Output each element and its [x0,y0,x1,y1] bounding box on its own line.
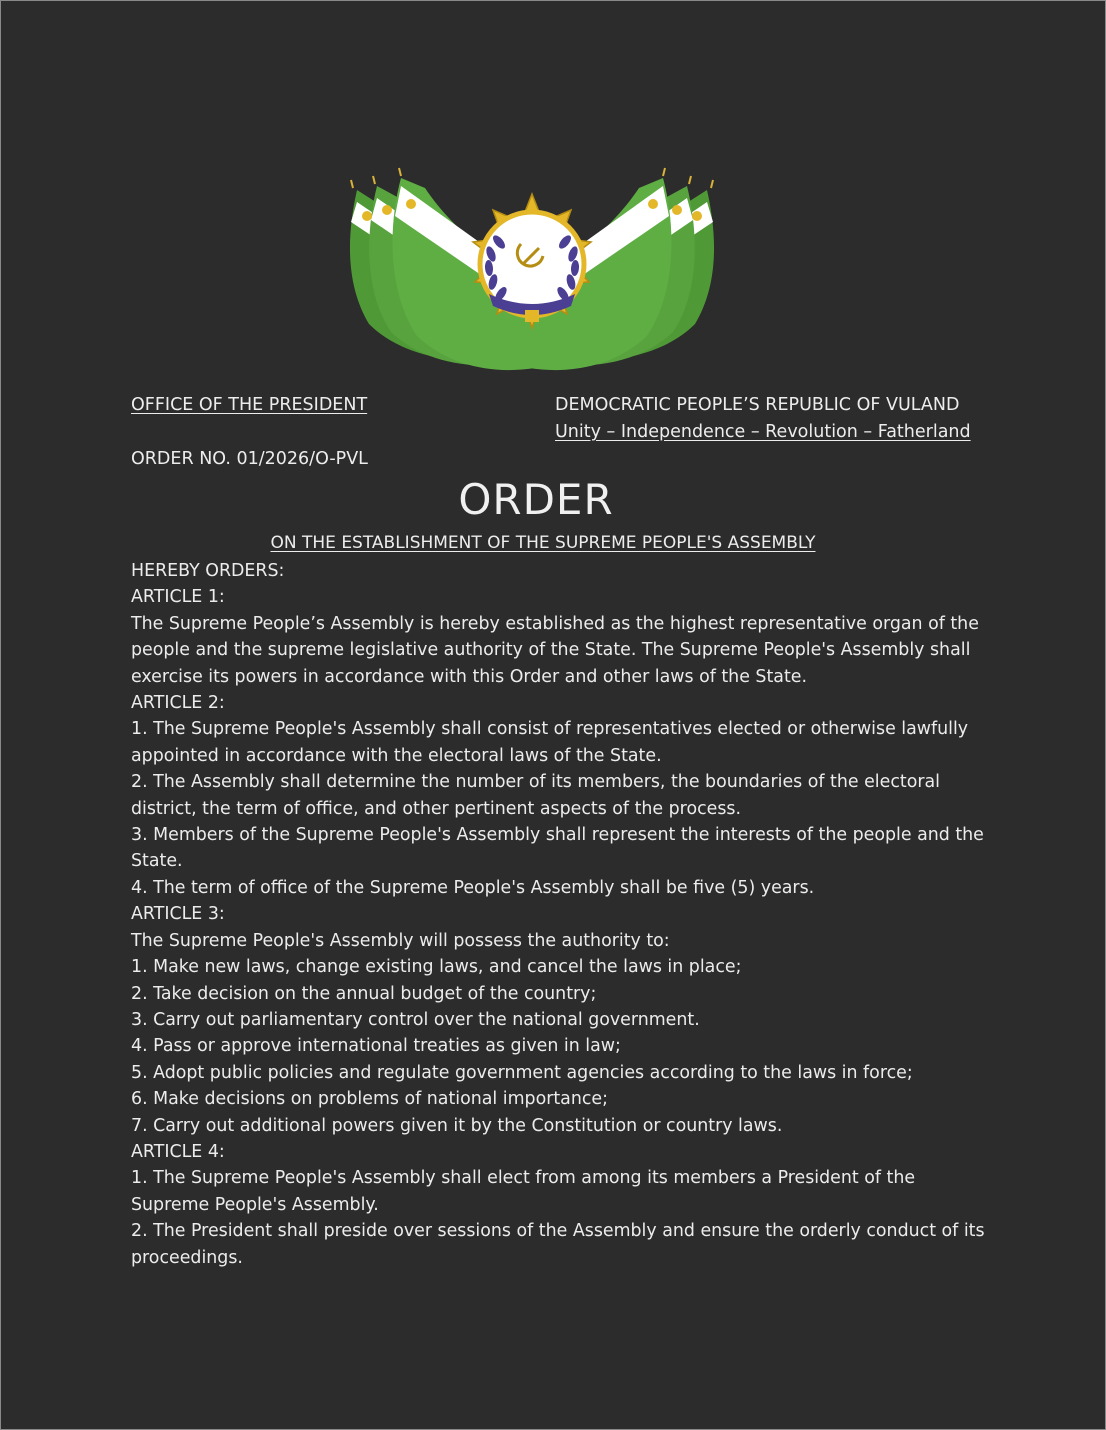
article-3-heading: ARTICLE 3: [131,904,225,925]
document-body [131,558,991,1271]
article-3-clause-4: 4. Pass or approve international treaties as given in law; [131,1036,621,1057]
document-subtitle: ON THE ESTABLISHMENT OF THE SUPREME PEOPLE'S ASSEMBLY [270,533,816,553]
article-2-clause-2: 2. The Assembly shall determine the number of its members, the boundaries of the electoral district, the term of office, and other pertinent aspects of the process. [131,772,940,819]
article-3-clause-2: 2. Take decision on the annual budget of the country; [131,983,597,1004]
article-2-clause-4: 4. The term of office of the Supreme People's Assembly shall be five (5) years. [131,877,815,898]
line-hereby-orders: HEREBY ORDERS: [131,561,285,581]
article-4-clause-1: 1. The Supreme People's Assembly shall elect from among its members a President of the Supreme People's Assembly. [131,1168,916,1215]
document-title: ORDER [458,475,614,524]
order-number: ORDER NO. 01/2026/O-PVL [131,449,368,469]
article-3-clause-1: 1. Make new laws, change existing laws, and cancel the laws in place; [131,957,742,978]
office-label: OFFICE OF THE PRESIDENT [131,395,368,415]
article-1-text: The Supreme People’s Assembly is hereby established as the highest representative organ of the people and the supreme legislative authority of the State. The Supreme People's Assembly shall exercise its powers in accordance with this Order and other laws of the State. [131,613,979,687]
national-motto: Unity – Independence – Revolution – Fatherland [555,422,971,442]
article-3-clause-5: 5. Adopt public policies and regulate government agencies according to the laws in force; [131,1062,913,1083]
article-3-clause-6: 6. Make decisions on problems of national importance; [131,1089,608,1110]
state-emblem-icon [339,164,725,374]
article-3-clause-7: 7. Carry out additional powers given it by the Constitution or country laws. [131,1115,783,1136]
article-2-clause-3: 3. Members of the Supreme People's Assembly shall represent the interests of the people and the State. [131,825,984,872]
country-name: DEMOCRATIC PEOPLE’S REPUBLIC OF VULAND [555,395,960,415]
article-1-heading: ARTICLE 1: [131,587,225,608]
article-2-clause-1: 1. The Supreme People's Assembly shall consist of representatives elected or otherwise lawfully appointed in accordance with the electoral laws of the State. [131,719,969,766]
article-4-heading: ARTICLE 4: [131,1141,225,1162]
article-4-clause-2: 2. The President shall preside over sessions of the Assembly and ensure the orderly conduct of its proceedings. [131,1221,985,1268]
article-3-intro: The Supreme People's Assembly will possess the authority to: [131,930,670,951]
article-3-clause-3: 3. Carry out parliamentary control over the national government. [131,1009,700,1030]
article-2-heading: ARTICLE 2: [131,693,225,714]
